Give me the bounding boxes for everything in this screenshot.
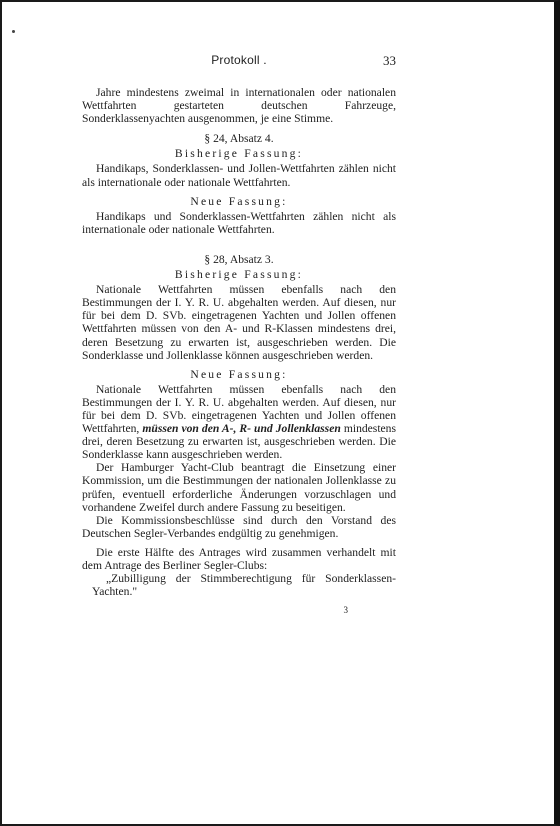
- paragraph-old-24: Handikaps, Sonderklassen- und Jollen-Wettfahrten zählen nicht als internationale oder nationale Wettfahrten.: [82, 162, 396, 189]
- scan-speck: [12, 30, 15, 33]
- label-new-version-24: Neue Fassung:: [190, 194, 288, 208]
- document-page: [82, 54, 396, 617]
- section-heading-24: § 24, Absatz 4.: [204, 132, 274, 146]
- signature-mark: 3: [343, 605, 348, 616]
- text-new-28-part-b: mindestens drei, deren Besetzung zu erwarten ist, ausgeschrieben werden. Die Sonderklasse kann ausgeschrieben werden.: [82, 422, 396, 462]
- label-old-version-24: Bisherige Fassung:: [174, 147, 304, 161]
- paragraph-stimme: Jahre mindestens zweimal in internationalen oder nationalen Wettfahrten gestarteten deutschen Fahrzeuge, Sonderklassenyachten ausgenommen, je eine Stimme.: [82, 86, 396, 126]
- running-title: Protokoll .: [211, 53, 267, 67]
- paragraph-new-24: Handikaps und Sonderklassen-Wettfahrten zählen nicht als internationale oder nationale Wettfahrten.: [82, 209, 396, 236]
- paragraph-erste-haelfte: Die erste Hälfte des Antrages wird zusammen verhandelt mit dem Antrage des Berliner Segler-Clubs:: [82, 545, 396, 572]
- paragraph-new-28: [82, 383, 396, 462]
- page-number: 33: [383, 53, 396, 68]
- section-heading-28: § 28, Absatz 3.: [204, 252, 274, 266]
- running-header: [82, 54, 396, 72]
- quote-antrag: „Zubilligung der Stimmberechtigung für Sonderklassen-Yachten.": [92, 572, 396, 599]
- paragraph-hamburger-yacht-club: Der Hamburger Yacht-Club beantragt die Einsetzung einer Kommission, um die Bestimmungen der nationalen Jollenklasse zu prüfen, eventuell erforderliche Änderungen vorzuschlagen und vorhandene Zweifel durch andere Fassung zu beseitigen.: [82, 461, 396, 514]
- paragraph-old-28: Nationale Wettfahrten müssen ebenfalls nach den Bestimmungen der I. Y. R. U. abgehalten werden. Auf diesen, nur für bei dem D. SVb. eingetragenen Yachten und Jollen offenen Wettfahrten müssen von den A- und R-Klassen mindestens drei, deren Besetzung zu erwarten ist, ausgeschrieben werden. Die Sonderklasse und Jollenklasse können ausgeschrieben werden.: [82, 283, 396, 362]
- label-new-version-28: Neue Fassung:: [190, 367, 288, 381]
- text-new-28-part-a: Nationale Wettfahrten müssen ebenfalls nach den Bestimmungen der I. Y. R. U. abgehalten werden. Auf diesen, nur für bei dem D. SVb. eingetragenen Yachten und Jollen offenen Wettfahrten,: [82, 382, 396, 436]
- label-old-version-28: Bisherige Fassung:: [174, 268, 304, 282]
- paragraph-kommission: Die Kommissionsbeschlüsse sind durch den Vorstand des Deutschen Segler-Verbandes endgültig zu genehmigen.: [82, 513, 396, 540]
- text-new-28-emphasis: müssen von den A-, R- und Jollenklassen: [142, 422, 341, 436]
